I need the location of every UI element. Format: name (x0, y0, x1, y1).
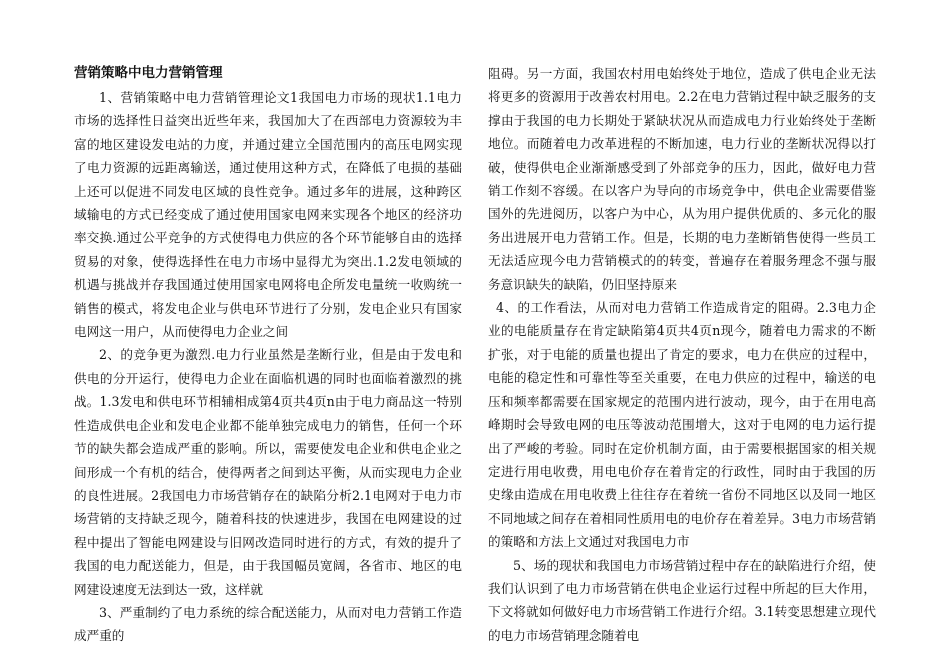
paragraph-4: 4、的工作看法，从而对电力营销工作造成肯定的阻碍。2.3电力企业的电能质量存在肯定缺陷第4页共4页n现今，随着电力需求的不断扩张，对于电能的质量也提出了肯定的要求，电力在供应的过程中，电能的稳定性和可靠性等至关重要，在电力供应的过程中，输送的电压和频率都需要在国家规定的范围内进行波动，现今，由于在用电高峰期时会导致电网的电压等波动范围增大，这对于电网的电力运行提出了严峻的考验。同时在定价机制方面，由于需要根据国家的相关规定进行用电收费，用电电价存在着肯定的行政性，同时由于我国的历史缘由造成在用电收费上往往存在着统一省份不同地区以及同一地区不同地域之间存在着相同性质用电的电价存在着差异。3电力市场营销的策略和方法上文通过对我国电力市 (488, 300, 876, 550)
left-column (74, 62, 462, 648)
paragraph-3-continued: 阻碍。另一方面，我国农村用电始终处于地位，造成了供电企业无法将更多的资源用于改善农村用电。2.2在电力营销过程中缺乏服务的支撑由于我国的电力长期处于紧缺状况从而造成电力行业始终处于垄断地位。而随着电力改革进程的不断加速，电力行业的垄断状况得以打破，使得供电企业渐渐感受到了外部竞争的压力，因此，做好电力营销工作刻不容缓。在以客户为导向的市场竞争中，供电企业需要借鉴国外的先进阅历，以客户为中心，从为用户提供优质的、多元化的服务出进展开电力营销工作。但是，长期的电力垄断销售使得一些员工无法适应现今电力营销模式的的转变，普遍存在着服务理念不强与服务意识缺失的缺陷，仍旧坚持原来 (488, 66, 876, 292)
right-column (488, 62, 876, 647)
paragraph-2: 2、的竞争更为激烈.电力行业虽然是垄断行业，但是由于发电和供电的分开运行，使得电力企业在面临机遇的同时也面临着激烈的挑战。1.3发电和供电环节相辅相成第4页共4页n由于电力商品这一特别性造成供电企业和发电企业都不能单独完成电力的销售，任何一个环节的缺失都会造成严重的影响。所以，需要使发电企业和供电企业之间形成一个有机的结合，使得两者之间到达平衡，从而实现电力企业的良性进展。2我国电力市场营销存在的缺陷分析2.1电网对于电力市场营销的支持缺乏现今，随着科技的快速进步，我国在电网建设的过程中提出了智能电网建设与旧网改造同时进行的方式，有效的提升了我国的电力配送能力，但是，由于我国幅员宽阔，各省市、地区的电网建设速度无法到达一致，这样就 (74, 347, 462, 597)
paragraph-5: 5、场的现状和我国电力市场营销过程中存在的缺陷进行介绍，使我们认识到了电力市场营销在供电企业运行过程中所起的巨大作用，下文将就如何做好电力市场营销工作进行介绍。3.1转变思想建立现代的电力市场营销理念随着电 (488, 557, 876, 643)
paragraph-3: 3、严重制约了电力系统的综合配送能力，从而对电力营销工作造成严重的 (74, 604, 462, 644)
document-title: 营销策略中电力营销管理 (74, 65, 223, 81)
paragraph-1: 1、营销策略中电力营销管理论文1我国电力市场的现状1.1电力市场的选择性日益突出近些年来，我国加大了在西部电力资源较为丰富的地区建设发电站的力度，并通过建立全国范围内的高压电网实现了电力资源的远距离输送，通过使用这种方式，在降低了电损的基础上还可以促进不同发电区域的良性竞争。通过多年的进展，这种跨区域输电的方式已经变成了通过使用国家电网来实现各个地区的经济功率交换.通过公平竞争的方式使得电力供应的各个环节能够自由的选择贸易的对象，使得选择性在电力市场中显得尤为突出.1.2发电领域的机遇与挑战并存我国通过使用国家电网将电企所发电量统一收购统一销售的模式，将发电企业与供电环节进行了分别，发电企业只有国家电网这一用户，从而使得电力企业之间 (74, 90, 462, 340)
